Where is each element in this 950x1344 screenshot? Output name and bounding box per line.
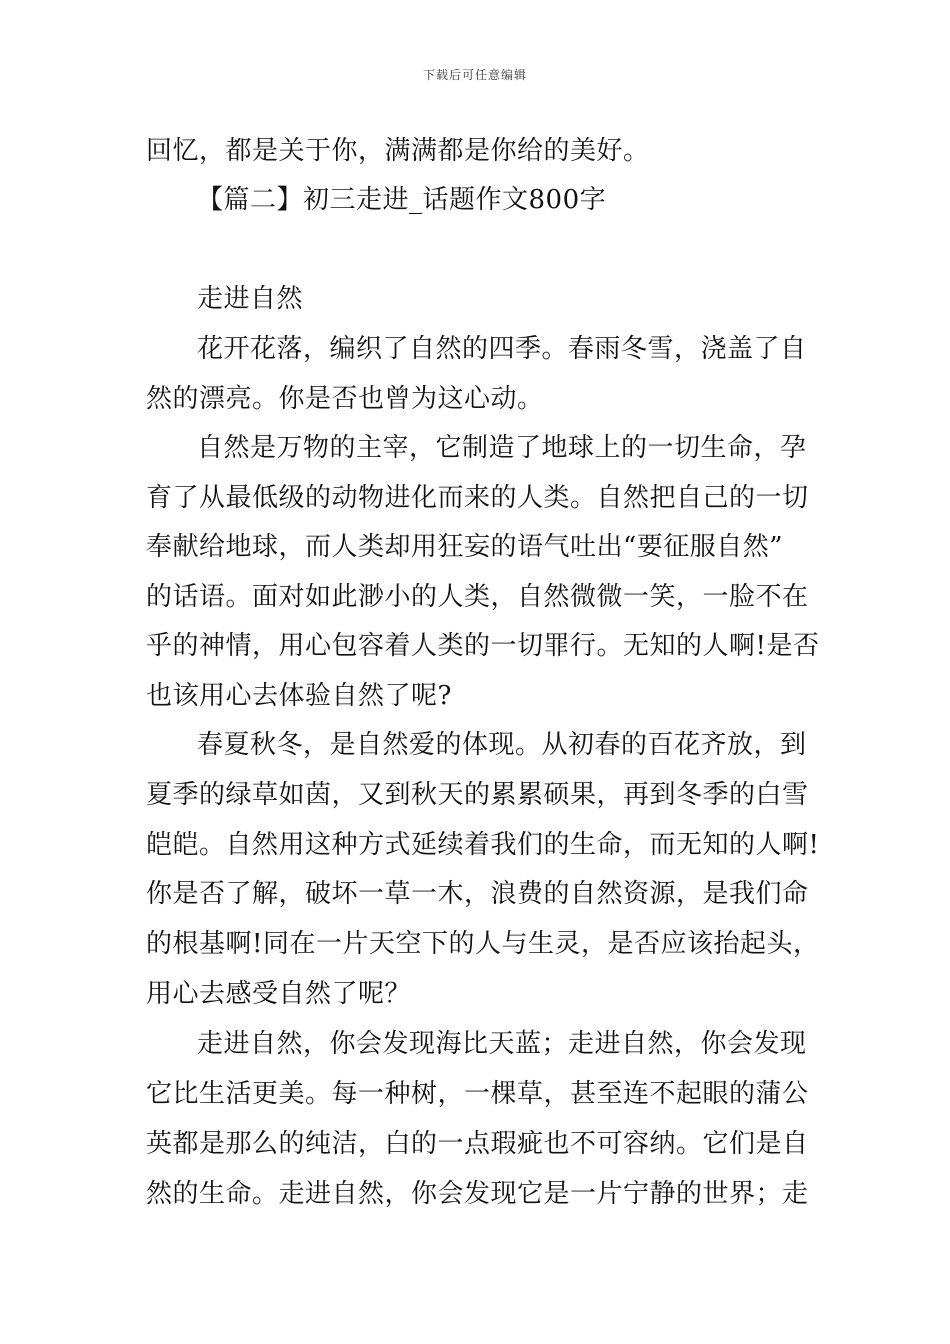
text-line: 回忆，都是关于你，满满都是你给的美好。 (146, 136, 650, 166)
text-line: 皑皑。自然用这种方式延续着我们的生命，而无知的人啊! (146, 830, 820, 860)
text-line: 春夏秋冬，是自然爱的体现。从初春的百花齐放，到 (197, 730, 807, 760)
text-line: 夏季的绿草如茵，又到秋天的累累硕果，再到冬季的白雪 (146, 780, 809, 810)
section-heading: 【篇二】初三走进_话题作文800字 (197, 185, 607, 215)
text-line: 你是否了解，破坏一草一木，浪费的自然资源，是我们命 (146, 879, 809, 909)
text-line: 自然是万物的主宰，它制造了地球上的一切生命，孕 (197, 433, 807, 463)
text-line: 乎的神情，用心包容着人类的一切罪行。无知的人啊!是否 (146, 631, 820, 661)
text-line: 然的漂亮。你是否也曾为这心动。 (146, 384, 544, 414)
text-line: 也该用心去体验自然了呢? (146, 681, 452, 711)
essay-title: 走进自然 (197, 284, 304, 314)
text-line: 它比生活更美。每一种树，一棵草，甚至连不起眼的蒲公 (146, 1079, 809, 1109)
text-line: 英都是那么的纯洁，白的一点瑕疵也不可容纳。它们是自 (146, 1129, 809, 1159)
text-line: 然的生命。走进自然，你会发现它是一片宁静的世界；走 (146, 1179, 809, 1209)
text-line: 花开花落，编织了自然的四季。春雨冬雪，浇盖了自 (197, 334, 807, 364)
text-line: 奉献给地球，而人类却用狂妄的语气吐出“要征服自然” (146, 532, 784, 562)
text-line: 育了从最低级的动物进化而来的人类。自然把自己的一切 (146, 483, 809, 513)
text-line: 用心去感受自然了呢？ (146, 979, 412, 1009)
header-note: 下载后可任意编辑 (422, 68, 527, 82)
text-line: 的话语。面对如此渺小的人类，自然微微一笑，一脸不在 (146, 582, 809, 612)
text-line: 的根基啊!同在一片天空下的人与生灵，是否应该抬起头， (146, 929, 820, 959)
text-line: 走进自然，你会发现海比天蓝；走进自然，你会发现 (197, 1029, 807, 1059)
